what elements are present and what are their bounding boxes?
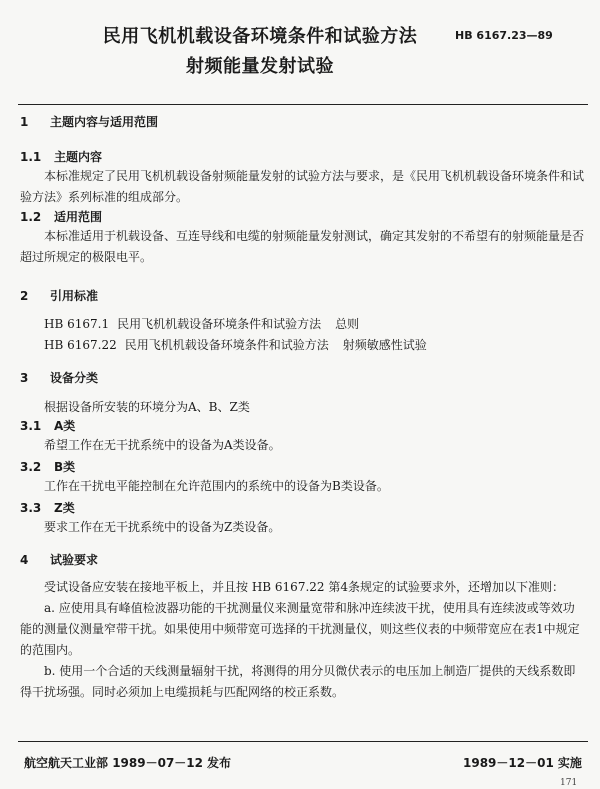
section-4-heading: 4 试验要求	[20, 553, 99, 567]
footer-rule	[18, 741, 588, 742]
section-1-2-text: 本标准适用于机载设备、互连导线和电缆的射频能量发射测试，确定其发射的不希望有的射频能量是否超过所规定的极限电平。	[20, 229, 585, 264]
issuer: 航空航天工业部	[24, 756, 109, 770]
standard-code: HB 6167.23—89	[455, 29, 553, 42]
document-title	[70, 22, 450, 82]
section-2-heading: 2 引用标准	[20, 289, 99, 303]
section-4-item-a: a. 应使用具有峰值检波器功能的干扰测量仪来测量宽带和脉冲连续波干扰，使用具有连续波或等效功能的测量仪测量窄带干扰。如果使用中频带宽可选择的干扰测量仪，则这些仪表的中频带宽应在表1中规定的范围内。	[20, 601, 580, 657]
section-4-intro: 受试设备应安装在接地平板上，并且按 HB 6167.22 第4条规定的试验要求外，还增加以下准则：	[44, 580, 564, 594]
section-3-3-heading: 3.3 Z类	[20, 501, 75, 515]
section-3-heading: 3 设备分类	[20, 371, 99, 385]
title-line-1: 民用飞机机载设备环境条件和试验方法	[102, 26, 418, 47]
section-1-2-heading: 1.2 适用范围	[20, 210, 103, 224]
title-line-2: 射频能量发射试验	[186, 56, 334, 77]
issue-label: 发布	[207, 756, 232, 770]
section-1-heading: 1 主题内容与适用范围	[20, 115, 159, 129]
section-1-1-heading: 1.1 主题内容	[20, 150, 103, 164]
section-3-2-heading: 3.2 B类	[20, 460, 76, 474]
header-rule	[18, 104, 588, 105]
reference-item: HB 6167.1 民用飞机机载设备环境条件和试验方法 总则	[44, 317, 360, 331]
section-3-3-text: 要求工作在无干扰系统中的设备为Z类设备。	[44, 520, 281, 534]
section-1-1-text: 本标准规定了民用飞机机载设备射频能量发射的试验方法与要求，是《民用飞机机载设备环境条件和试验方法》系列标准的组成部分。	[20, 169, 585, 204]
issue-info	[24, 754, 231, 771]
document-body	[20, 112, 586, 703]
issue-date: 1989－07－12	[112, 756, 204, 770]
reference-item: HB 6167.22 民用飞机机载设备环境条件和试验方法 射频敏感性试验	[44, 338, 427, 352]
implementation-date: 1989－12－01	[463, 756, 554, 770]
section-3-2-text: 工作在干扰电平能控制在允许范围内的系统中的设备为B类设备。	[44, 479, 389, 493]
section-4-item-b: b. 使用一个合适的天线测量辐射干扰，将测得的用分贝微伏表示的电压加上制造厂提供的天线系数即得干扰场强。同时必须加上电缆损耗与匹配网络的校正系数。	[20, 664, 576, 699]
section-3-1-heading: 3.1 A类	[20, 419, 76, 433]
section-3-intro: 根据设备所安装的环境分为A、B、Z类	[44, 400, 250, 414]
implementation-info	[463, 754, 582, 771]
implementation-label: 实施	[557, 756, 582, 770]
section-3-1-text: 希望工作在无干扰系统中的设备为A类设备。	[44, 438, 281, 452]
page-number: 171	[560, 778, 578, 788]
